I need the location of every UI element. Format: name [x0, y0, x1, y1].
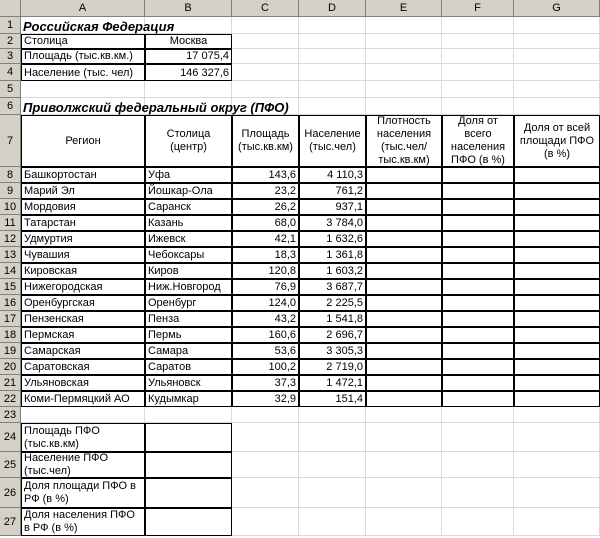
row-header-15[interactable]: 15 [0, 279, 21, 295]
grid-cell[interactable] [299, 452, 366, 478]
grid-cell[interactable] [299, 407, 366, 423]
table-header-4[interactable]: Плотность населения (тыс.чел/тыс.кв.км) [366, 115, 442, 167]
region-name[interactable]: Башкортостан [21, 167, 145, 183]
region-name[interactable]: Нижегородская [21, 279, 145, 295]
grid-cell[interactable] [366, 98, 442, 115]
region-area[interactable]: 42,1 [232, 231, 299, 247]
region-density[interactable] [366, 167, 442, 183]
region-area[interactable]: 53,6 [232, 343, 299, 359]
grid-cell[interactable] [299, 81, 366, 98]
grid-cell[interactable] [514, 34, 600, 49]
grid-cell[interactable] [442, 407, 514, 423]
region-area-share[interactable] [514, 231, 600, 247]
region-name[interactable]: Чувашия [21, 247, 145, 263]
region-population-share[interactable] [442, 183, 514, 199]
region-density[interactable] [366, 279, 442, 295]
region-population[interactable]: 3 687,7 [299, 279, 366, 295]
grid-cell[interactable] [232, 508, 299, 536]
region-area[interactable]: 18,3 [232, 247, 299, 263]
grid-cell[interactable] [366, 49, 442, 64]
rf-area-value[interactable]: 17 075,4 [145, 49, 232, 64]
region-area-share[interactable] [514, 167, 600, 183]
grid-cell[interactable] [442, 17, 514, 34]
grid-cell[interactable] [514, 64, 600, 81]
rf-capital-label[interactable]: Столица [21, 34, 145, 49]
grid-cell[interactable] [232, 81, 299, 98]
grid-cell[interactable] [366, 34, 442, 49]
row-header-21[interactable]: 21 [0, 375, 21, 391]
grid-cell[interactable] [366, 423, 442, 452]
grid-cell[interactable] [442, 423, 514, 452]
row-header-24[interactable]: 24 [0, 423, 21, 452]
grid-cell[interactable] [299, 49, 366, 64]
grid-cell[interactable] [442, 64, 514, 81]
table-header-2[interactable]: Площадь (тыс.кв.км) [232, 115, 299, 167]
region-name[interactable]: Ульяновская [21, 375, 145, 391]
grid-cell[interactable] [442, 452, 514, 478]
row-header-19[interactable]: 19 [0, 343, 21, 359]
summary-value[interactable] [145, 508, 232, 536]
region-capital[interactable]: Ульяновск [145, 375, 232, 391]
grid-cell[interactable] [514, 98, 600, 115]
region-population-share[interactable] [442, 247, 514, 263]
region-population-share[interactable] [442, 231, 514, 247]
grid-cell[interactable] [145, 407, 232, 423]
grid-cell[interactable] [514, 478, 600, 508]
region-area-share[interactable] [514, 295, 600, 311]
region-capital[interactable]: Пенза [145, 311, 232, 327]
region-area[interactable]: 43,2 [232, 311, 299, 327]
grid-cell[interactable] [514, 423, 600, 452]
region-population[interactable]: 3 305,3 [299, 343, 366, 359]
region-area[interactable]: 143,6 [232, 167, 299, 183]
region-capital[interactable]: Саратов [145, 359, 232, 375]
region-area[interactable]: 160,6 [232, 327, 299, 343]
region-population-share[interactable] [442, 167, 514, 183]
column-header-C[interactable]: C [232, 0, 299, 17]
grid-cell[interactable] [232, 407, 299, 423]
region-name[interactable]: Удмуртия [21, 231, 145, 247]
region-area[interactable]: 100,2 [232, 359, 299, 375]
region-area-share[interactable] [514, 199, 600, 215]
grid-cell[interactable] [514, 508, 600, 536]
grid-cell[interactable] [232, 49, 299, 64]
row-header-26[interactable]: 26 [0, 478, 21, 508]
grid-cell[interactable] [366, 81, 442, 98]
region-density[interactable] [366, 359, 442, 375]
row-header-4[interactable]: 4 [0, 64, 21, 81]
row-header-22[interactable]: 22 [0, 391, 21, 407]
region-density[interactable] [366, 391, 442, 407]
row-header-27[interactable]: 27 [0, 508, 21, 536]
column-header-A[interactable]: A [21, 0, 145, 17]
region-name[interactable]: Саратовская [21, 359, 145, 375]
row-header-11[interactable]: 11 [0, 215, 21, 231]
column-header-G[interactable]: G [514, 0, 600, 17]
row-header-14[interactable]: 14 [0, 263, 21, 279]
grid-cell[interactable] [366, 407, 442, 423]
region-capital[interactable]: Йошкар-Ола [145, 183, 232, 199]
region-population-share[interactable] [442, 263, 514, 279]
region-population[interactable]: 2 225,5 [299, 295, 366, 311]
region-density[interactable] [366, 183, 442, 199]
row-header-9[interactable]: 9 [0, 183, 21, 199]
summary-value[interactable] [145, 478, 232, 508]
region-population[interactable]: 1 541,8 [299, 311, 366, 327]
grid-cell[interactable] [514, 407, 600, 423]
region-capital[interactable]: Ижевск [145, 231, 232, 247]
summary-label[interactable]: Доля площади ПФО в РФ (в %) [21, 478, 145, 508]
region-population[interactable]: 2 696,7 [299, 327, 366, 343]
grid-cell[interactable] [145, 81, 232, 98]
summary-label[interactable]: Доля населения ПФО в РФ (в %) [21, 508, 145, 536]
region-density[interactable] [366, 215, 442, 231]
region-name[interactable]: Пермская [21, 327, 145, 343]
row-header-10[interactable]: 10 [0, 199, 21, 215]
region-population[interactable]: 3 784,0 [299, 215, 366, 231]
region-population-share[interactable] [442, 375, 514, 391]
grid-cell[interactable] [366, 64, 442, 81]
region-name[interactable]: Пензенская [21, 311, 145, 327]
region-area-share[interactable] [514, 327, 600, 343]
rf-population-value[interactable]: 146 327,6 [145, 64, 232, 81]
grid-cell[interactable] [299, 423, 366, 452]
grid-cell[interactable] [442, 34, 514, 49]
grid-cell[interactable] [514, 49, 600, 64]
region-name[interactable]: Оренбургская [21, 295, 145, 311]
region-population[interactable]: 1 361,8 [299, 247, 366, 263]
region-area[interactable]: 32,9 [232, 391, 299, 407]
region-area-share[interactable] [514, 359, 600, 375]
grid-cell[interactable] [366, 478, 442, 508]
column-header-B[interactable]: B [145, 0, 232, 17]
region-population[interactable]: 937,1 [299, 199, 366, 215]
grid-cell[interactable] [366, 508, 442, 536]
rf-title[interactable]: Российская Федерация [21, 17, 299, 34]
region-population[interactable]: 2 719,0 [299, 359, 366, 375]
grid-cell[interactable] [21, 81, 145, 98]
rf-population-label[interactable]: Население (тыс. чел) [21, 64, 145, 81]
region-population[interactable]: 151,4 [299, 391, 366, 407]
row-header-20[interactable]: 20 [0, 359, 21, 375]
region-capital[interactable]: Пермь [145, 327, 232, 343]
region-population-share[interactable] [442, 327, 514, 343]
column-header-E[interactable]: E [366, 0, 442, 17]
region-population[interactable]: 1 472,1 [299, 375, 366, 391]
grid-cell[interactable] [299, 508, 366, 536]
row-header-7[interactable]: 7 [0, 115, 21, 167]
region-capital[interactable]: Саранск [145, 199, 232, 215]
grid-cell[interactable] [514, 452, 600, 478]
region-population[interactable]: 1 603,2 [299, 263, 366, 279]
row-header-1[interactable]: 1 [0, 17, 21, 34]
region-area-share[interactable] [514, 263, 600, 279]
region-density[interactable] [366, 343, 442, 359]
region-population[interactable]: 1 632,6 [299, 231, 366, 247]
region-population[interactable]: 761,2 [299, 183, 366, 199]
grid-cell[interactable] [442, 49, 514, 64]
region-population[interactable]: 4 110,3 [299, 167, 366, 183]
region-area[interactable]: 68,0 [232, 215, 299, 231]
region-population-share[interactable] [442, 359, 514, 375]
row-header-16[interactable]: 16 [0, 295, 21, 311]
summary-label[interactable]: Площадь ПФО (тыс.кв.км) [21, 423, 145, 452]
row-header-13[interactable]: 13 [0, 247, 21, 263]
region-density[interactable] [366, 311, 442, 327]
table-header-5[interactable]: Доля от всего населения ПФО (в %) [442, 115, 514, 167]
grid-cell[interactable] [442, 508, 514, 536]
row-header-23[interactable]: 23 [0, 407, 21, 423]
region-population-share[interactable] [442, 311, 514, 327]
grid-cell[interactable] [299, 17, 366, 34]
region-area[interactable]: 23,2 [232, 183, 299, 199]
select-all-corner[interactable] [0, 0, 21, 17]
region-population-share[interactable] [442, 391, 514, 407]
region-capital[interactable]: Кудымкар [145, 391, 232, 407]
row-header-25[interactable]: 25 [0, 452, 21, 478]
pfo-title[interactable]: Приволжский федеральный округ (ПФО) [21, 98, 366, 115]
table-header-3[interactable]: Население (тыс.чел) [299, 115, 366, 167]
table-header-6[interactable]: Доля от всей площади ПФО (в %) [514, 115, 600, 167]
region-name[interactable]: Мордовия [21, 199, 145, 215]
row-header-8[interactable]: 8 [0, 167, 21, 183]
region-area-share[interactable] [514, 215, 600, 231]
region-capital[interactable]: Самара [145, 343, 232, 359]
grid-cell[interactable] [366, 17, 442, 34]
region-capital[interactable]: Ниж.Новгород [145, 279, 232, 295]
region-area[interactable]: 124,0 [232, 295, 299, 311]
grid-cell[interactable] [21, 407, 145, 423]
column-header-F[interactable]: F [442, 0, 514, 17]
region-density[interactable] [366, 375, 442, 391]
summary-label[interactable]: Население ПФО (тыс.чел) [21, 452, 145, 478]
region-area-share[interactable] [514, 279, 600, 295]
region-capital[interactable]: Оренбург [145, 295, 232, 311]
region-capital[interactable]: Чебоксары [145, 247, 232, 263]
region-area-share[interactable] [514, 311, 600, 327]
region-capital[interactable]: Киров [145, 263, 232, 279]
grid-cell[interactable] [299, 64, 366, 81]
region-name[interactable]: Коми-Пермяцкий АО [21, 391, 145, 407]
region-population-share[interactable] [442, 199, 514, 215]
grid-cell[interactable] [442, 98, 514, 115]
row-header-5[interactable]: 5 [0, 81, 21, 98]
grid-cell[interactable] [442, 478, 514, 508]
summary-value[interactable] [145, 452, 232, 478]
region-density[interactable] [366, 247, 442, 263]
region-density[interactable] [366, 327, 442, 343]
region-density[interactable] [366, 295, 442, 311]
region-name[interactable]: Самарская [21, 343, 145, 359]
grid-cell[interactable] [232, 452, 299, 478]
region-density[interactable] [366, 231, 442, 247]
summary-value[interactable] [145, 423, 232, 452]
region-area[interactable]: 26,2 [232, 199, 299, 215]
region-name[interactable]: Татарстан [21, 215, 145, 231]
region-area-share[interactable] [514, 183, 600, 199]
grid-cell[interactable] [442, 81, 514, 98]
row-header-6[interactable]: 6 [0, 98, 21, 115]
row-header-2[interactable]: 2 [0, 34, 21, 49]
table-header-1[interactable]: Столица (центр) [145, 115, 232, 167]
row-header-17[interactable]: 17 [0, 311, 21, 327]
grid-cell[interactable] [299, 34, 366, 49]
region-capital[interactable]: Казань [145, 215, 232, 231]
grid-cell[interactable] [232, 478, 299, 508]
region-area-share[interactable] [514, 375, 600, 391]
region-area[interactable]: 76,9 [232, 279, 299, 295]
region-area[interactable]: 120,8 [232, 263, 299, 279]
grid-cell[interactable] [514, 17, 600, 34]
grid-cell[interactable] [514, 81, 600, 98]
region-population-share[interactable] [442, 279, 514, 295]
grid-cell[interactable] [366, 452, 442, 478]
region-area-share[interactable] [514, 391, 600, 407]
region-area-share[interactable] [514, 343, 600, 359]
region-population-share[interactable] [442, 215, 514, 231]
column-header-D[interactable]: D [299, 0, 366, 17]
rf-capital-value[interactable]: Москва [145, 34, 232, 49]
region-name[interactable]: Кировская [21, 263, 145, 279]
region-density[interactable] [366, 263, 442, 279]
region-density[interactable] [366, 199, 442, 215]
grid-cell[interactable] [232, 34, 299, 49]
grid-cell[interactable] [232, 423, 299, 452]
row-header-18[interactable]: 18 [0, 327, 21, 343]
grid-cell[interactable] [299, 478, 366, 508]
row-header-3[interactable]: 3 [0, 49, 21, 64]
region-area[interactable]: 37,3 [232, 375, 299, 391]
rf-area-label[interactable]: Площадь (тыс.кв.км.) [21, 49, 145, 64]
region-population-share[interactable] [442, 295, 514, 311]
region-capital[interactable]: Уфа [145, 167, 232, 183]
region-population-share[interactable] [442, 343, 514, 359]
grid-cell[interactable] [232, 64, 299, 81]
row-header-12[interactable]: 12 [0, 231, 21, 247]
region-area-share[interactable] [514, 247, 600, 263]
region-name[interactable]: Марий Эл [21, 183, 145, 199]
table-header-0[interactable]: Регион [21, 115, 145, 167]
